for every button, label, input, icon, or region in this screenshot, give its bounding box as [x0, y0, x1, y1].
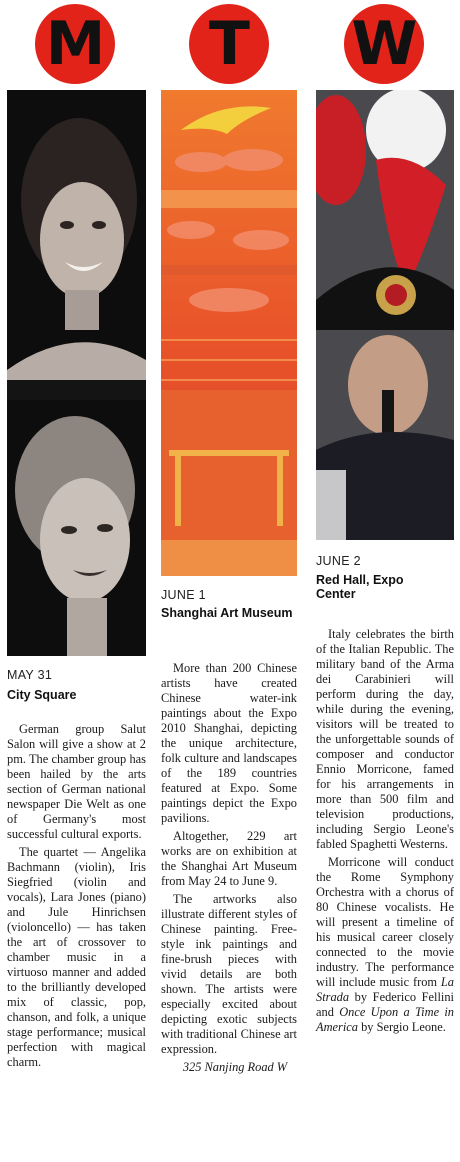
- text-run: by Federico Fellini and: [316, 990, 454, 1019]
- day-badge-monday: [35, 4, 115, 84]
- paragraph: German group Salut Salon will give a show at 2 pm. The chamber group has been hailed by the arts section of German national newspaper Die Welt as one of Germany's most successful cultural exports.: [7, 722, 146, 841]
- text-run: Morricone will conduct the Rome Symphony Orchestra with a chorus of 80 Chinese vocalists. He will present a timeline of his musical career closely connected to the movie industry. The performance will include music from: [316, 855, 454, 989]
- article-body: [7, 722, 146, 1073]
- paragraph: Altogether, 229 art works are on exhibition at the Shanghai Art Museum from May 24 to June 9.: [161, 829, 297, 888]
- event-date: JUNE 2: [316, 554, 361, 568]
- event-date: MAY 31: [7, 668, 53, 682]
- photo-carabinieri-band: [316, 90, 454, 540]
- article-body: [161, 661, 297, 1078]
- text-run: by Sergio Leone.: [357, 1020, 446, 1034]
- event-venue: Shanghai Art Museum: [161, 606, 293, 620]
- event-venue: Red Hall, Expo Center: [316, 573, 404, 601]
- day-letter: W: [351, 9, 417, 79]
- event-date: JUNE 1: [161, 588, 206, 602]
- paragraph: Italy celebrates the birth of the Italian Republic. The military band of the Arma dei Carabinieri will perform during the day, while during the evening, visitors will be treated to the unforgettable sounds of composer and conductor Ennio Morricone, famed for his arrangements in more than 500 film and television productions, including Sergio Leone's fabled Spaghetti Westerns.: [316, 627, 454, 851]
- day-letter: T: [209, 9, 249, 79]
- article-body: [316, 627, 454, 1038]
- paragraph: The quartet — Angelika Bachmann (violin), Iris Siegfried (violin and vocals), Lara Jones (piano) and Jule Hinrichsen (violoncello) — has taken the art of crossover to chamber music in a virtuoso manner and added to the brilliantly developed mix of classic, pop, chanson, and folk, a unique stage performance; musical perfection with magical charm.: [7, 845, 146, 1069]
- paragraph: [316, 855, 454, 1035]
- event-address: 325 Nanjing Road W: [182, 1060, 288, 1074]
- photo-salut-salon: [7, 90, 146, 656]
- film-title: La Strada: [316, 975, 454, 1004]
- day-letter: M: [45, 9, 105, 79]
- event-venue: City Square: [7, 688, 77, 702]
- day-badge-tuesday: [189, 4, 269, 84]
- paragraph: More than 200 Chinese artists have created Chinese water-ink paintings about the Expo 2010 Shanghai, depicting the unique architecture, folk culture and landscapes of the 189 countries featured at Expo. Some paintings depict the Expo pavilions.: [161, 661, 297, 825]
- day-badge-wednesday: [344, 4, 424, 84]
- paragraph: The artworks also illustrate different styles of Chinese painting. Free-style ink paintings and fine-brush pieces with vivid details are both shown. The artists were especially excited about depicting exotic subjects with traditional Chinese art expression.: [161, 892, 297, 1056]
- photo-ink-painting: [161, 90, 297, 576]
- film-title: Once Upon a Time in America: [316, 1005, 455, 1034]
